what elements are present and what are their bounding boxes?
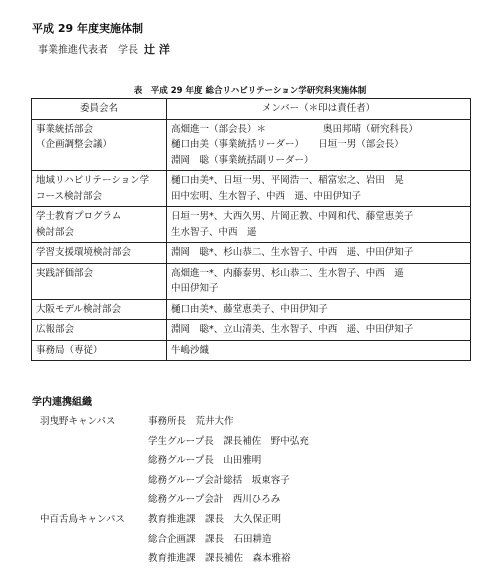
member-line: 高畑進一（部会長）＊ 奥田邦晴（研究科長）	[171, 123, 419, 135]
committee-name: コース検討部会	[36, 190, 103, 202]
staff-line: 総務グループ会計 西川ひろみ	[148, 494, 281, 505]
structure-table	[31, 98, 471, 361]
staff-line: 教育推進課 課長 大久保正明	[148, 514, 282, 525]
committee-name: 広報部会	[36, 324, 75, 335]
committee-name: 学習支援環境検討部会	[36, 247, 132, 258]
table-row	[32, 320, 471, 341]
table-row	[32, 207, 471, 243]
committee-name: 大阪モデル検討部会	[36, 303, 122, 315]
header-members: メンバー（＊印は責任者）	[167, 99, 471, 120]
members-cell	[167, 320, 471, 341]
staff-line: 教育推進課 課長補佐 森本雅裕	[148, 553, 291, 564]
member-line: 高畑進一*、内藤泰男、杉山恭二、生水智子、中西 遥	[171, 267, 404, 279]
representative-role: 事業推進代表者 学長	[38, 45, 138, 56]
table-row	[32, 263, 471, 299]
member-line: 牛嶋沙織	[171, 344, 210, 356]
members-cell	[167, 171, 471, 207]
committee-name-cell	[32, 299, 167, 320]
committee-name: 事業統括部会	[36, 123, 94, 135]
committee-name: 検討部会	[36, 226, 75, 238]
table-header-row	[32, 99, 471, 120]
committee-name: 学士教育プログラム	[36, 211, 122, 222]
member-line: 田中宏明、生水智子、中西 遥、中田伊知子	[171, 190, 362, 202]
committee-name: 実践評価部会	[36, 267, 94, 279]
members-cell	[167, 263, 471, 299]
representative-name: 辻 洋	[144, 43, 170, 56]
committee-name: （企画調整会議）	[36, 139, 113, 150]
campus-name: 中百舌鳥キャンパス	[40, 514, 125, 525]
members-cell	[167, 243, 471, 264]
committee-name: 事務局（専従）	[36, 344, 103, 356]
table-row	[32, 171, 471, 207]
committee-name-cell	[32, 119, 167, 171]
member-line: 樋口由美*、日垣一男、平岡浩一、稲富宏之、岩田 晃	[171, 175, 404, 186]
staff-line: 総務グループ長 山田雅明	[148, 455, 262, 466]
members-cell	[167, 207, 471, 243]
page-heading: 平成 29 年度実施体制	[32, 22, 143, 35]
member-line: 生水智子、中西 遥	[171, 226, 257, 238]
table-row	[32, 340, 471, 361]
member-line: 中田伊知子	[171, 283, 219, 294]
member-line: 淵岡 聡（事業統括副リーダー）	[171, 154, 314, 166]
committee-name-cell	[32, 320, 167, 341]
table-row	[32, 119, 471, 171]
committee-name-cell	[32, 243, 167, 264]
campus-name: 羽曳野キャンパス	[40, 416, 116, 427]
staff-line: 事務所長 荒井大作	[148, 416, 234, 427]
committee-name: 地域リハビリテーション学	[36, 175, 150, 186]
member-line: 樋口由美（事業統括リーダー） 日垣一男（部会長）	[171, 139, 404, 150]
table-row	[32, 243, 471, 264]
table-row	[32, 299, 471, 320]
staff-line: 学生グループ長 課長補佐 野中弘充	[148, 435, 309, 447]
members-cell	[167, 340, 471, 361]
committee-name-cell	[32, 207, 167, 243]
committee-name-cell	[32, 340, 167, 361]
staff-line: 総合企画課 課長 石田耕造	[148, 533, 272, 545]
header-committee: 委員会名	[32, 99, 167, 120]
members-cell	[167, 299, 471, 320]
table-caption: 表 平成 29 年度 総合リハビリテーション学研究科実施体制	[133, 86, 367, 96]
committee-name-cell	[32, 171, 167, 207]
members-cell	[167, 119, 471, 171]
staff-line: 総務グループ会計総括 坂東容子	[148, 474, 290, 486]
member-line: 淵岡 聡*、立山清美、生水智子、中西 遥、中田伊知子	[171, 324, 414, 335]
representative-line	[38, 41, 170, 57]
committee-name-cell	[32, 263, 167, 299]
member-line: 淵岡 聡*、杉山恭二、生水智子、中西 遥、中田伊知子	[171, 247, 414, 258]
liaison-heading: 学内連携組織	[32, 397, 92, 408]
member-line: 日垣一男*、大西久男、片岡正教、中岡和代、藤堂恵美子	[171, 211, 414, 222]
member-line: 樋口由美*、藤堂恵美子、中田伊知子	[171, 303, 328, 315]
